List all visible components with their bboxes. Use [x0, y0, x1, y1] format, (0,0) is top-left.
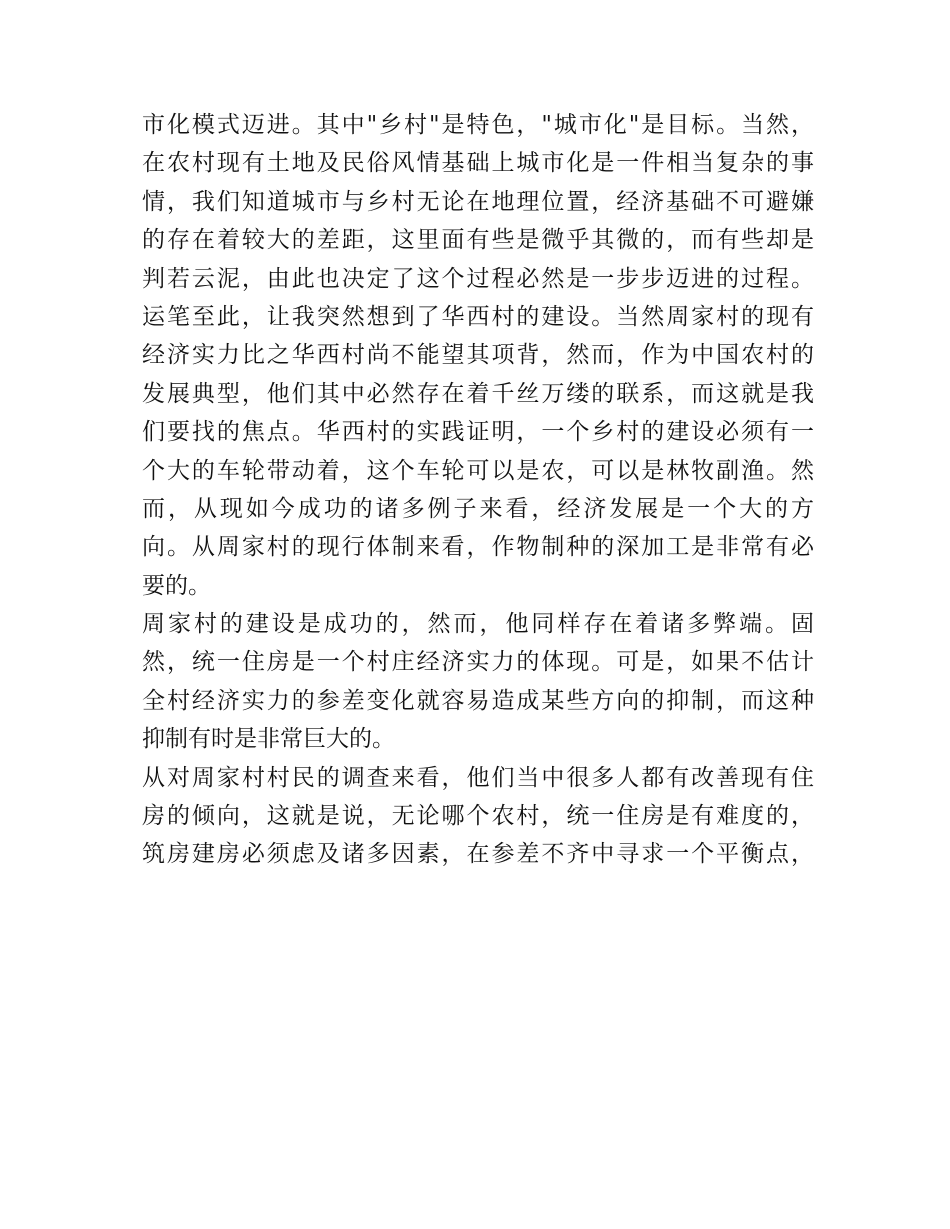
text-line: 房的倾向，这就是说，无论哪个农村，统一住房是有难度的，	[142, 803, 814, 830]
text-line: 全村经济实力的参差变化就容易造成某些方向的抑制，而这种	[142, 687, 814, 714]
text-line: 筑房建房必须虑及诸多因素，在参差不齐中寻求一个平衡点，	[142, 841, 814, 868]
text-line: 市化模式迈进。其中"乡村"是特色，"城市化"是目标。当然，	[142, 112, 814, 138]
text-line: 判若云泥，由此也决定了这个过程必然是一步步迈进的过程。	[142, 265, 814, 292]
text-line: 要的。	[142, 572, 211, 599]
text-line: 情，我们知道城市与乡村无论在地理位置，经济基础不可避嫌	[142, 188, 814, 215]
text-line: 向。从周家村的现行体制来看，作物制种的深加工是非常有必	[142, 534, 814, 561]
text-line: 们要找的焦点。华西村的实践证明，一个乡村的建设必须有一	[142, 419, 814, 446]
text-line: 经济实力比之华西村尚不能望其项背，然而，作为中国农村的	[142, 342, 814, 369]
text-line: 发展典型，他们其中必然存在着千丝万缕的联系，而这就是我	[142, 380, 814, 407]
text-line: 个大的车轮带动着，这个车轮可以是农，可以是林牧副渔。然	[142, 457, 814, 484]
text-line: 的存在着较大的差距，这里面有些是微乎其微的，而有些却是	[142, 227, 814, 254]
body-text	[142, 106, 814, 874]
text-line: 周家村的建设是成功的，然而，他同样存在着诸多弊端。固	[142, 611, 814, 638]
text-line: 从对周家村村民的调查来看，他们当中很多人都有改善现有住	[142, 764, 814, 791]
text-line: 然，统一住房是一个村庄经济实力的体现。可是，如果不估计	[142, 649, 814, 676]
text-line: 在农村现有土地及民俗风情基础上城市化是一件相当复杂的事	[142, 150, 814, 177]
text-line: 运笔至此，让我突然想到了华西村的建设。当然周家村的现有	[142, 303, 814, 330]
text-line: 而，从现如今成功的诸多例子来看，经济发展是一个大的方	[142, 495, 814, 522]
text-line: 抑制有时是非常巨大的。	[142, 726, 395, 753]
